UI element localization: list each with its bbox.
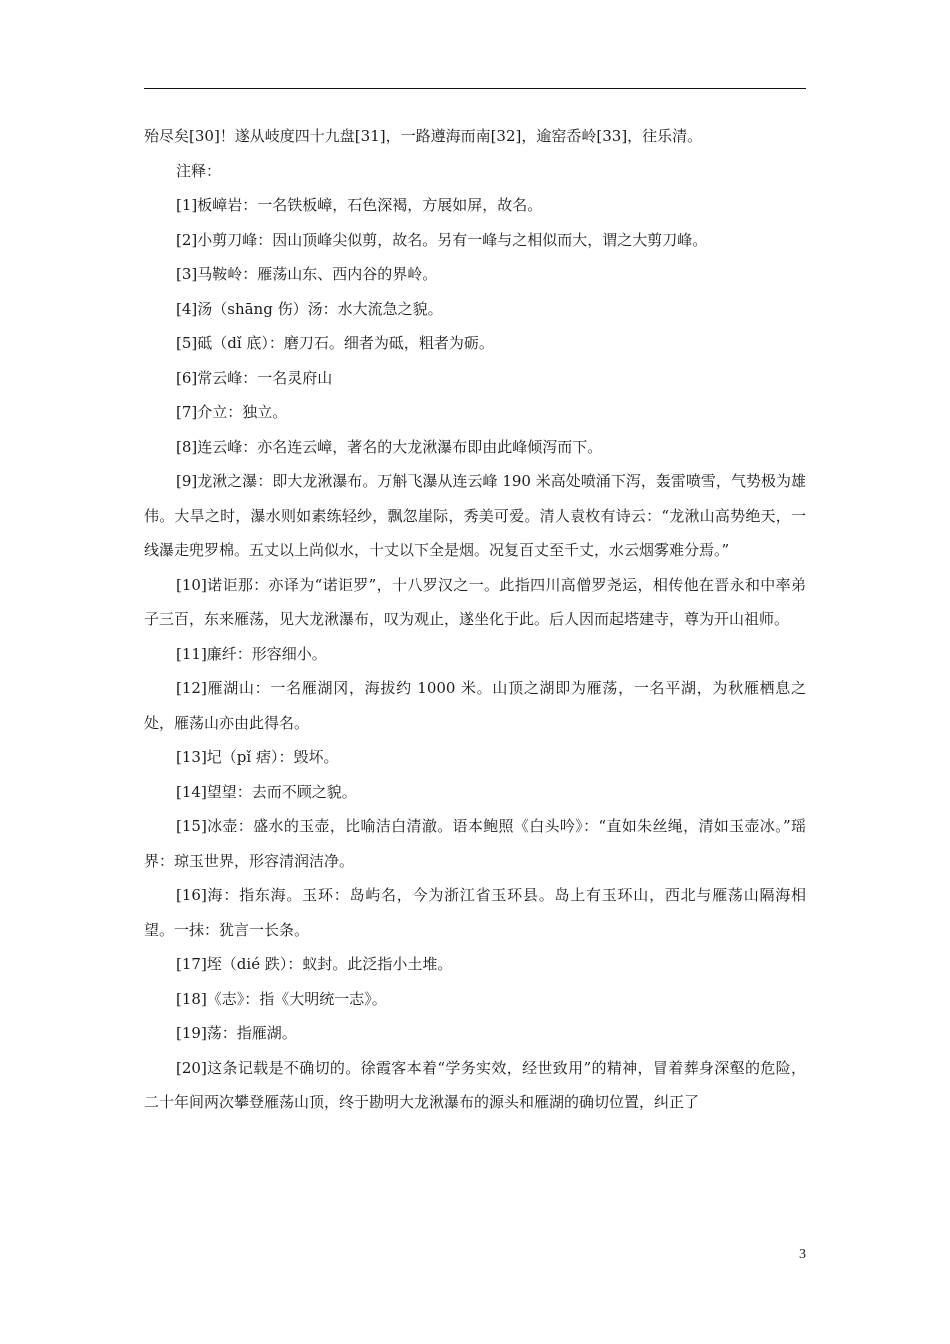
note-13: [13]圮（pǐ 痞）：毁坏。 xyxy=(176,748,339,766)
body-text xyxy=(144,119,806,1120)
note-6: [6]常云峰：一名灵府山 xyxy=(176,368,333,387)
note-5: [5]砥（dǐ 底）：磨刀石。细者为砥，粗者为砺。 xyxy=(176,334,494,352)
note-11: [11]廉纤：形容细小。 xyxy=(176,644,327,663)
note-10: [10]诺讵那：亦译为“诺讵罗”，十八罗汉之一。此指四川高僧罗尧运，相传他在晋永和中率弟子三百，东来雁荡，见大龙湫瀑布，叹为观止，遂坐化于此。后人因而起塔建寺，尊为开山祖师。 xyxy=(144,575,806,628)
note-3: [3]马鞍岭：雁荡山东、西内谷的界岭。 xyxy=(176,265,438,283)
note-12: [12]雁湖山：一名雁湖冈，海拔约 1000 米。山顶之湖即为雁荡，一名平湖，为秋雁栖息之处，雁荡山亦由此得名。 xyxy=(144,679,806,732)
page-number: 3 xyxy=(799,1247,806,1262)
note-2: [2]小剪刀峰：因山顶峰尖似剪，故名。另有一峰与之相似而大，谓之大剪刀峰。 xyxy=(176,230,708,249)
note-4: [4]汤（shāng 伤）汤：水大流急之貌。 xyxy=(176,299,443,318)
note-18: [18]《志》：指《大明统一志》。 xyxy=(176,989,387,1008)
note-1: [1]板嶂岩：一名铁板嶂，石色深褐，方展如屏，故名。 xyxy=(176,196,543,214)
note-7: [7]介立：独立。 xyxy=(176,403,288,421)
note-19: [19]荡：指雁湖。 xyxy=(176,1024,297,1042)
note-9: [9]龙湫之瀑：即大龙湫瀑布。万斛飞瀑从连云峰 190 米高处喷涌下泻，轰雷喷雪，气势极为雄伟。大旱之时，瀑水则如素练轻纱，飘忽崖际，秀美可爱。清人袁枚有诗云：“龙湫山高势绝天，一线瀑走兜罗棉。五丈以上尚似水，十丈以下全是烟。况复百丈至千丈，水云烟雾难分焉。” xyxy=(144,472,806,559)
header-rule xyxy=(144,88,806,89)
note-20: [20]这条记载是不确切的。徐霞客本着“学务实效，经世致用”的精神，冒着葬身深壑的危险，二十年间两次攀登雁荡山顶，终于勘明大龙湫瀑布的源头和雁湖的确切位置，纠正了 xyxy=(144,1058,806,1111)
note-16: [16]海：指东海。玉环：岛屿名，今为浙江省玉环县。岛上有玉环山，西北与雁荡山隔海相望。一抹：犹言一长条。 xyxy=(144,886,806,939)
continuation-paragraph: 殆尽矣[30]！遂从岐度四十九盘[31]，一路遵海而南[32]，逾窑岙岭[33]，往乐清。 xyxy=(144,127,703,145)
note-15: [15]冰壶：盛水的玉壶，比喻洁白清澈。语本鲍照《白头吟》：“直如朱丝绳，清如玉壶冰。”瑶界：琼玉世界，形容清润洁净。 xyxy=(144,817,806,870)
note-17: [17]垤（dié 跌）：蚁封。此泛指小土堆。 xyxy=(176,955,453,973)
note-8: [8]连云峰：亦名连云嶂，著名的大龙湫瀑布即由此峰倾泻而下。 xyxy=(176,437,603,456)
notes-heading: 注释： xyxy=(176,161,222,180)
note-14: [14]望望：去而不顾之貌。 xyxy=(176,782,357,801)
